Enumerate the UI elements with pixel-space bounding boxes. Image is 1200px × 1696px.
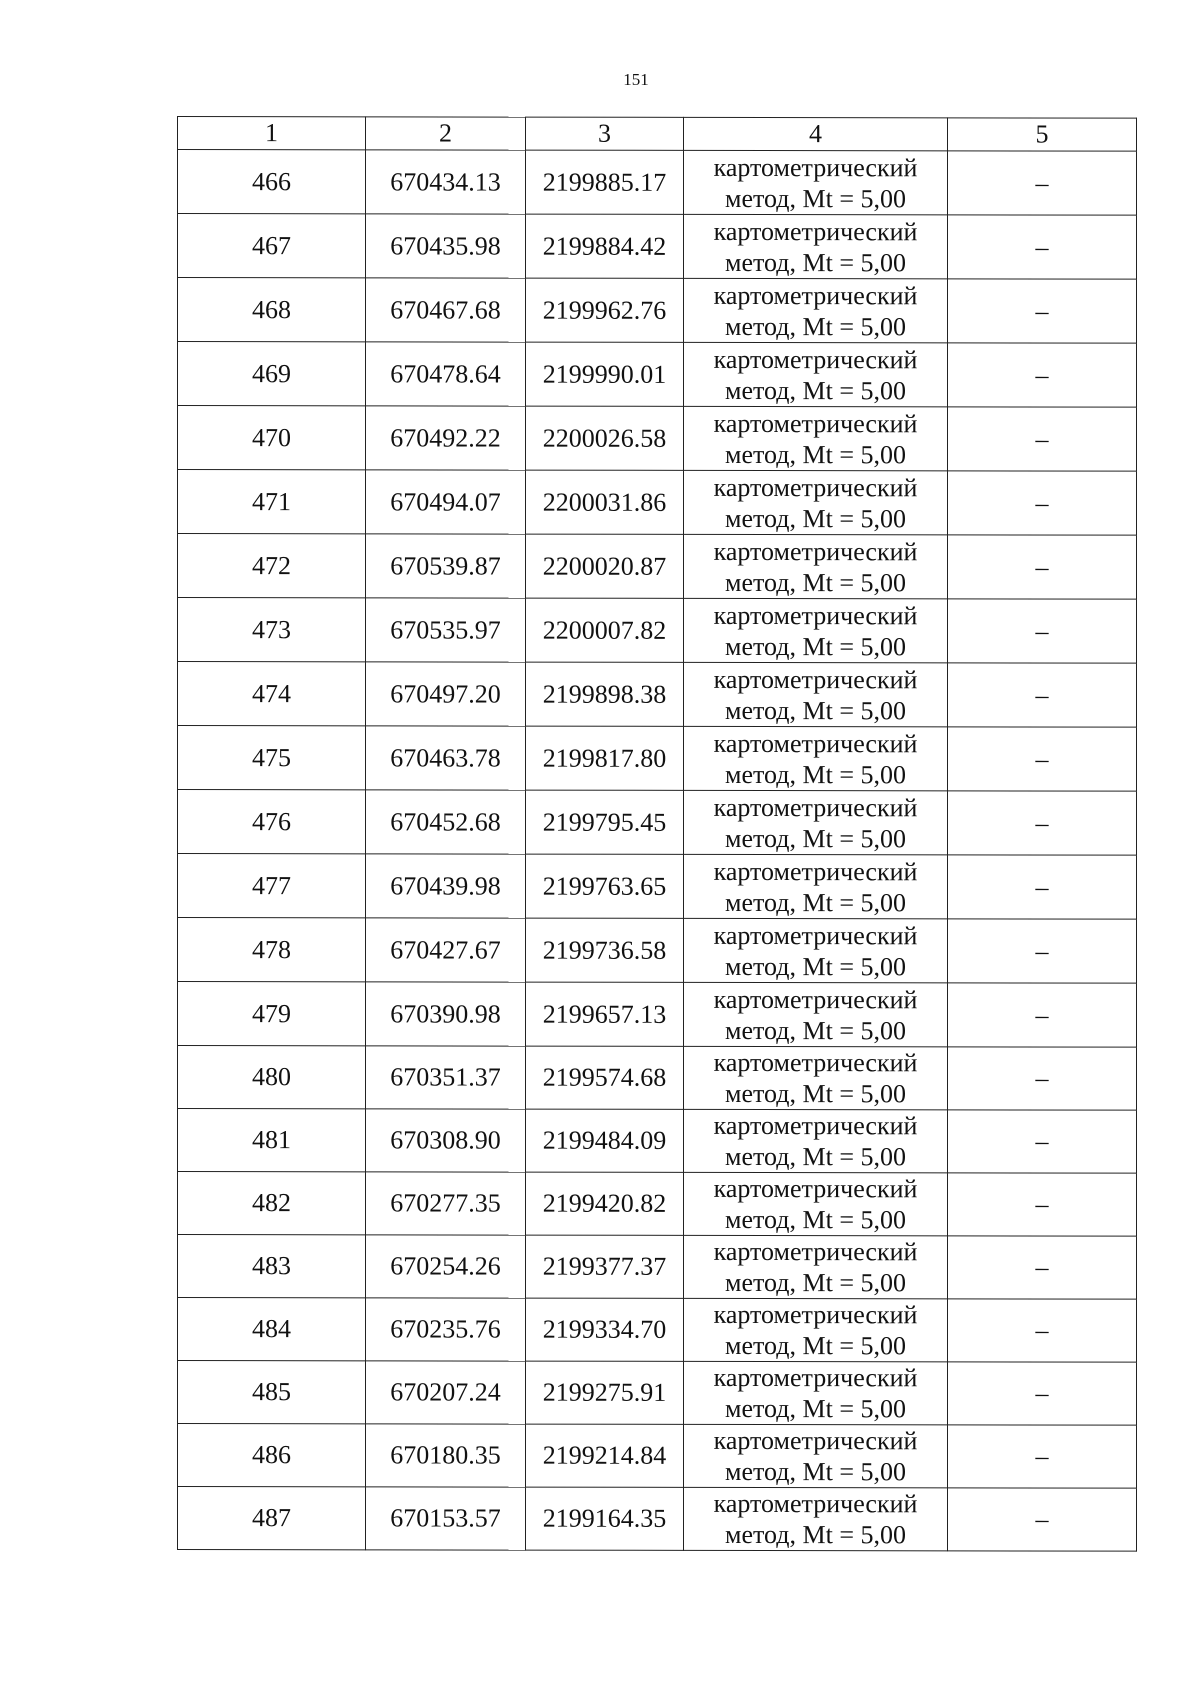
method-line-2: метод, Mt = 5,00	[725, 375, 906, 405]
method-line-1: картометрический	[713, 600, 918, 630]
point-number-cell: 476	[178, 790, 366, 854]
point-number-cell: 478	[178, 918, 366, 982]
x-coordinate-cell: 670452.68	[366, 790, 526, 854]
table-body	[178, 150, 1137, 1552]
table-row	[178, 1298, 1137, 1363]
note-cell: –	[948, 919, 1137, 983]
table-row	[178, 598, 1137, 664]
method-cell	[684, 1046, 948, 1109]
note-cell: –	[948, 151, 1137, 215]
note-cell: –	[948, 791, 1137, 855]
method-line-1: картометрический	[713, 1173, 918, 1204]
method-line-1: картометрический	[713, 280, 918, 310]
method-line-2: метод, Mt = 5,00	[725, 567, 906, 597]
point-number-cell: 477	[178, 854, 366, 918]
method-line-1: картометрический	[713, 1425, 918, 1456]
x-coordinate-cell: 670494.07	[366, 470, 526, 534]
y-coordinate-cell: 2199275.91	[526, 1361, 684, 1424]
x-coordinate-cell: 670492.22	[366, 406, 526, 470]
y-coordinate-cell: 2200007.82	[526, 598, 684, 662]
method-cell	[684, 1361, 948, 1424]
table-row	[178, 150, 1137, 216]
table-row	[178, 726, 1137, 792]
method-line-2: метод, Mt = 5,00	[725, 247, 906, 277]
method-line-2: метод, Mt = 5,00	[725, 1456, 906, 1487]
method-line-1: картометрический	[713, 792, 918, 822]
point-number-cell: 469	[178, 342, 366, 406]
x-coordinate-cell: 670463.78	[366, 726, 526, 790]
method-line-2: метод, Mt = 5,00	[725, 1015, 906, 1045]
method-line-1: картометрический	[713, 728, 918, 758]
x-coordinate-cell: 670308.90	[366, 1109, 526, 1172]
method-cell	[684, 1235, 948, 1298]
note-cell: –	[948, 1047, 1137, 1110]
method-cell	[684, 854, 948, 918]
note-cell: –	[948, 727, 1137, 791]
y-coordinate-cell: 2200026.58	[526, 406, 684, 470]
note-cell: –	[948, 1173, 1137, 1236]
point-number-cell: 474	[178, 662, 366, 726]
y-coordinate-cell: 2199214.84	[526, 1424, 684, 1487]
coordinates-table	[177, 116, 1137, 1552]
method-cell	[684, 406, 948, 470]
method-line-1: картометрический	[713, 1488, 918, 1519]
method-line-1: картометрический	[713, 408, 918, 438]
x-coordinate-cell: 670277.35	[366, 1172, 526, 1235]
method-line-2: метод, Mt = 5,00	[725, 311, 906, 341]
y-coordinate-cell: 2199962.76	[526, 278, 684, 342]
point-number-cell: 470	[178, 406, 366, 470]
method-line-2: метод, Mt = 5,00	[725, 951, 906, 981]
method-line-1: картометрический	[713, 856, 918, 886]
method-line-2: метод, Mt = 5,00	[725, 695, 906, 725]
method-line-2: метод, Mt = 5,00	[725, 823, 906, 853]
table-row	[178, 982, 1137, 1048]
method-line-2: метод, Mt = 5,00	[725, 1267, 906, 1298]
table-row	[178, 342, 1137, 408]
table-row	[178, 1361, 1137, 1426]
x-coordinate-cell: 670467.68	[366, 278, 526, 342]
x-coordinate-cell: 670434.13	[366, 150, 526, 214]
y-coordinate-cell: 2199817.80	[526, 726, 684, 790]
point-number-cell: 483	[178, 1235, 366, 1298]
x-coordinate-cell: 670153.57	[366, 1487, 526, 1550]
page-number: 151	[623, 70, 649, 89]
y-coordinate-cell: 2200020.87	[526, 534, 684, 598]
y-coordinate-cell: 2199377.37	[526, 1235, 684, 1298]
method-cell	[684, 534, 948, 598]
table-row	[178, 1046, 1137, 1111]
method-line-2: метод, Mt = 5,00	[725, 1330, 906, 1361]
method-cell	[684, 1172, 948, 1235]
method-line-1: картометрический	[713, 920, 918, 950]
note-cell: –	[948, 279, 1137, 343]
point-number-cell: 468	[178, 278, 366, 342]
y-coordinate-cell: 2199484.09	[526, 1109, 684, 1172]
method-cell	[684, 1487, 948, 1550]
x-coordinate-cell: 670439.98	[366, 854, 526, 918]
point-number-cell: 480	[178, 1046, 366, 1109]
method-line-2: метод, Mt = 5,00	[725, 1519, 906, 1550]
method-line-2: метод, Mt = 5,00	[725, 183, 906, 213]
method-line-2: метод, Mt = 5,00	[725, 631, 906, 661]
method-line-1: картометрический	[713, 1047, 918, 1078]
header-col-2: 2	[366, 117, 526, 150]
y-coordinate-cell: 2199420.82	[526, 1172, 684, 1235]
table-row	[178, 1109, 1137, 1174]
y-coordinate-cell: 2199736.58	[526, 918, 684, 982]
y-coordinate-cell: 2200031.86	[526, 470, 684, 534]
y-coordinate-cell: 2199885.17	[526, 150, 684, 214]
note-cell: –	[948, 599, 1137, 663]
method-line-2: метод, Mt = 5,00	[725, 1204, 906, 1235]
note-cell: –	[948, 1236, 1137, 1299]
table-row	[178, 534, 1137, 600]
method-cell	[684, 982, 948, 1046]
x-coordinate-cell: 670351.37	[366, 1046, 526, 1109]
x-coordinate-cell: 670207.24	[366, 1361, 526, 1424]
method-line-1: картометрический	[713, 1299, 918, 1330]
y-coordinate-cell: 2199990.01	[526, 342, 684, 406]
header-col-3: 3	[526, 117, 684, 150]
method-line-2: метод, Mt = 5,00	[725, 503, 906, 533]
header-col-1: 1	[178, 117, 366, 150]
method-line-2: метод, Mt = 5,00	[725, 439, 906, 469]
note-cell: –	[948, 855, 1137, 919]
x-coordinate-cell: 670435.98	[366, 214, 526, 278]
point-number-cell: 467	[178, 214, 366, 278]
method-line-1: картометрический	[713, 536, 918, 566]
point-number-cell: 481	[178, 1109, 366, 1172]
method-cell	[684, 1109, 948, 1172]
method-line-2: метод, Mt = 5,00	[725, 1141, 906, 1172]
y-coordinate-cell: 2199574.68	[526, 1046, 684, 1109]
method-cell	[684, 278, 948, 342]
y-coordinate-cell: 2199164.35	[526, 1487, 684, 1550]
table-header-row	[178, 117, 1137, 152]
method-cell	[684, 214, 948, 278]
point-number-cell: 473	[178, 598, 366, 662]
table-row	[178, 1487, 1137, 1552]
table-row	[178, 214, 1137, 280]
table-row	[178, 406, 1137, 472]
point-number-cell: 472	[178, 534, 366, 598]
y-coordinate-cell: 2199884.42	[526, 214, 684, 278]
method-cell	[684, 1424, 948, 1487]
note-cell: –	[948, 535, 1137, 599]
method-line-1: картометрический	[713, 984, 918, 1014]
table-row	[178, 1235, 1137, 1300]
x-coordinate-cell: 670535.97	[366, 598, 526, 662]
table-row	[178, 470, 1137, 536]
method-line-1: картометрический	[713, 1362, 918, 1393]
method-cell	[684, 150, 948, 214]
header-col-5: 5	[948, 118, 1137, 151]
method-cell	[684, 342, 948, 406]
point-number-cell: 475	[178, 726, 366, 790]
note-cell: –	[948, 983, 1137, 1047]
point-number-cell: 486	[178, 1424, 366, 1487]
note-cell: –	[948, 215, 1137, 279]
method-cell	[684, 470, 948, 534]
method-line-1: картометрический	[713, 216, 918, 246]
note-cell: –	[948, 1425, 1137, 1488]
table-row	[178, 1172, 1137, 1237]
method-line-2: метод, Mt = 5,00	[725, 759, 906, 789]
y-coordinate-cell: 2199657.13	[526, 982, 684, 1046]
note-cell: –	[948, 663, 1137, 727]
x-coordinate-cell: 670254.26	[366, 1235, 526, 1298]
point-number-cell: 485	[178, 1361, 366, 1424]
point-number-cell: 482	[178, 1172, 366, 1235]
method-line-1: картометрический	[713, 1236, 918, 1267]
method-cell	[684, 662, 948, 726]
method-line-1: картометрический	[713, 1110, 918, 1141]
point-number-cell: 471	[178, 470, 366, 534]
table-row	[178, 662, 1137, 728]
x-coordinate-cell: 670478.64	[366, 342, 526, 406]
point-number-cell: 466	[178, 150, 366, 214]
y-coordinate-cell: 2199795.45	[526, 790, 684, 854]
method-line-1: картометрический	[713, 472, 918, 502]
x-coordinate-cell: 670497.20	[366, 662, 526, 726]
method-line-2: метод, Mt = 5,00	[725, 1393, 906, 1424]
point-number-cell: 487	[178, 1487, 366, 1550]
header-col-4: 4	[684, 117, 948, 150]
y-coordinate-cell: 2199898.38	[526, 662, 684, 726]
note-cell: –	[948, 343, 1137, 407]
method-line-1: картометрический	[713, 152, 918, 182]
method-line-1: картометрический	[713, 344, 918, 374]
note-cell: –	[948, 1110, 1137, 1173]
method-cell	[684, 1298, 948, 1361]
x-coordinate-cell: 670539.87	[366, 534, 526, 598]
method-line-1: картометрический	[713, 664, 918, 694]
note-cell: –	[948, 407, 1137, 471]
x-coordinate-cell: 670180.35	[366, 1424, 526, 1487]
y-coordinate-cell: 2199763.65	[526, 854, 684, 918]
table-row	[178, 278, 1137, 344]
point-number-cell: 484	[178, 1298, 366, 1361]
table-row	[178, 854, 1137, 920]
x-coordinate-cell: 670427.67	[366, 918, 526, 982]
note-cell: –	[948, 1488, 1137, 1551]
table-row	[178, 918, 1137, 984]
method-cell	[684, 726, 948, 790]
table-row	[178, 1424, 1137, 1489]
method-line-2: метод, Mt = 5,00	[725, 1078, 906, 1109]
method-cell	[684, 598, 948, 662]
y-coordinate-cell: 2199334.70	[526, 1298, 684, 1361]
note-cell: –	[948, 471, 1137, 535]
table-row	[178, 790, 1137, 856]
method-line-2: метод, Mt = 5,00	[725, 887, 906, 917]
x-coordinate-cell: 670235.76	[366, 1298, 526, 1361]
note-cell: –	[948, 1299, 1137, 1362]
method-cell	[684, 790, 948, 854]
method-cell	[684, 918, 948, 982]
x-coordinate-cell: 670390.98	[366, 982, 526, 1046]
point-number-cell: 479	[178, 982, 366, 1046]
note-cell: –	[948, 1362, 1137, 1425]
